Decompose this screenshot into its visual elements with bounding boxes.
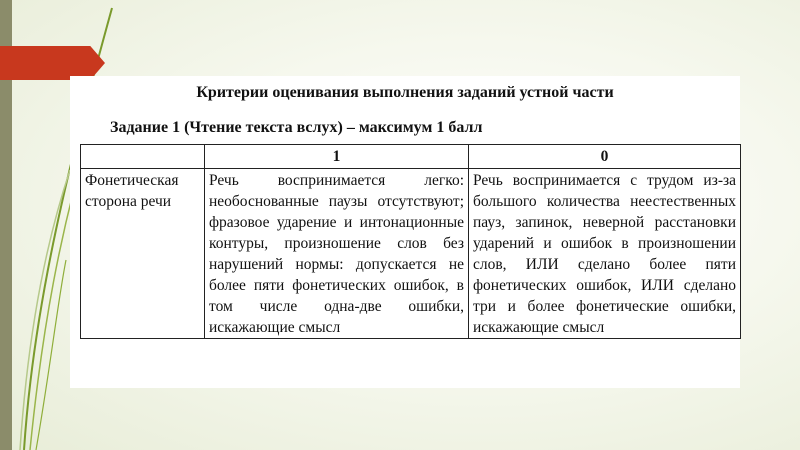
title-accent-tab bbox=[0, 46, 105, 80]
header-score-1: 1 bbox=[205, 145, 469, 169]
header-score-0: 0 bbox=[469, 145, 741, 169]
criterion-cell: Фонетическая сторона речи bbox=[81, 169, 205, 339]
header-empty-cell bbox=[81, 145, 205, 169]
score-1-description: Речь воспринимается легко: необоснованные паузы отсутствуют; фразовое ударение и интонационные контуры, произношение слов без нарушений нормы: допускается не более пяти фонетических ошибок, в том числе одна-две ошибки, искажающие смысл bbox=[205, 169, 469, 339]
decor-curve-4 bbox=[36, 260, 66, 450]
criteria-table bbox=[80, 144, 741, 339]
document-title: Критерии оценивания выполнения заданий устной части bbox=[196, 84, 614, 101]
table-header-row bbox=[81, 145, 741, 169]
decor-curve-3 bbox=[20, 170, 70, 450]
score-0-description: Речь воспринимается с трудом из-за большого количества неестественных пауз, запинок, неверной расстановки ударений и ошибок в произношении слов, ИЛИ сделано более пяти фонетических ошибок, ИЛИ сделано три и более фонетические ошибки, искажающие смысл bbox=[469, 169, 741, 339]
document-subtitle: Задание 1 (Чтение текста вслух) – максимум 1 балл bbox=[110, 119, 483, 136]
table-row bbox=[81, 169, 741, 339]
criteria-document bbox=[70, 76, 740, 388]
